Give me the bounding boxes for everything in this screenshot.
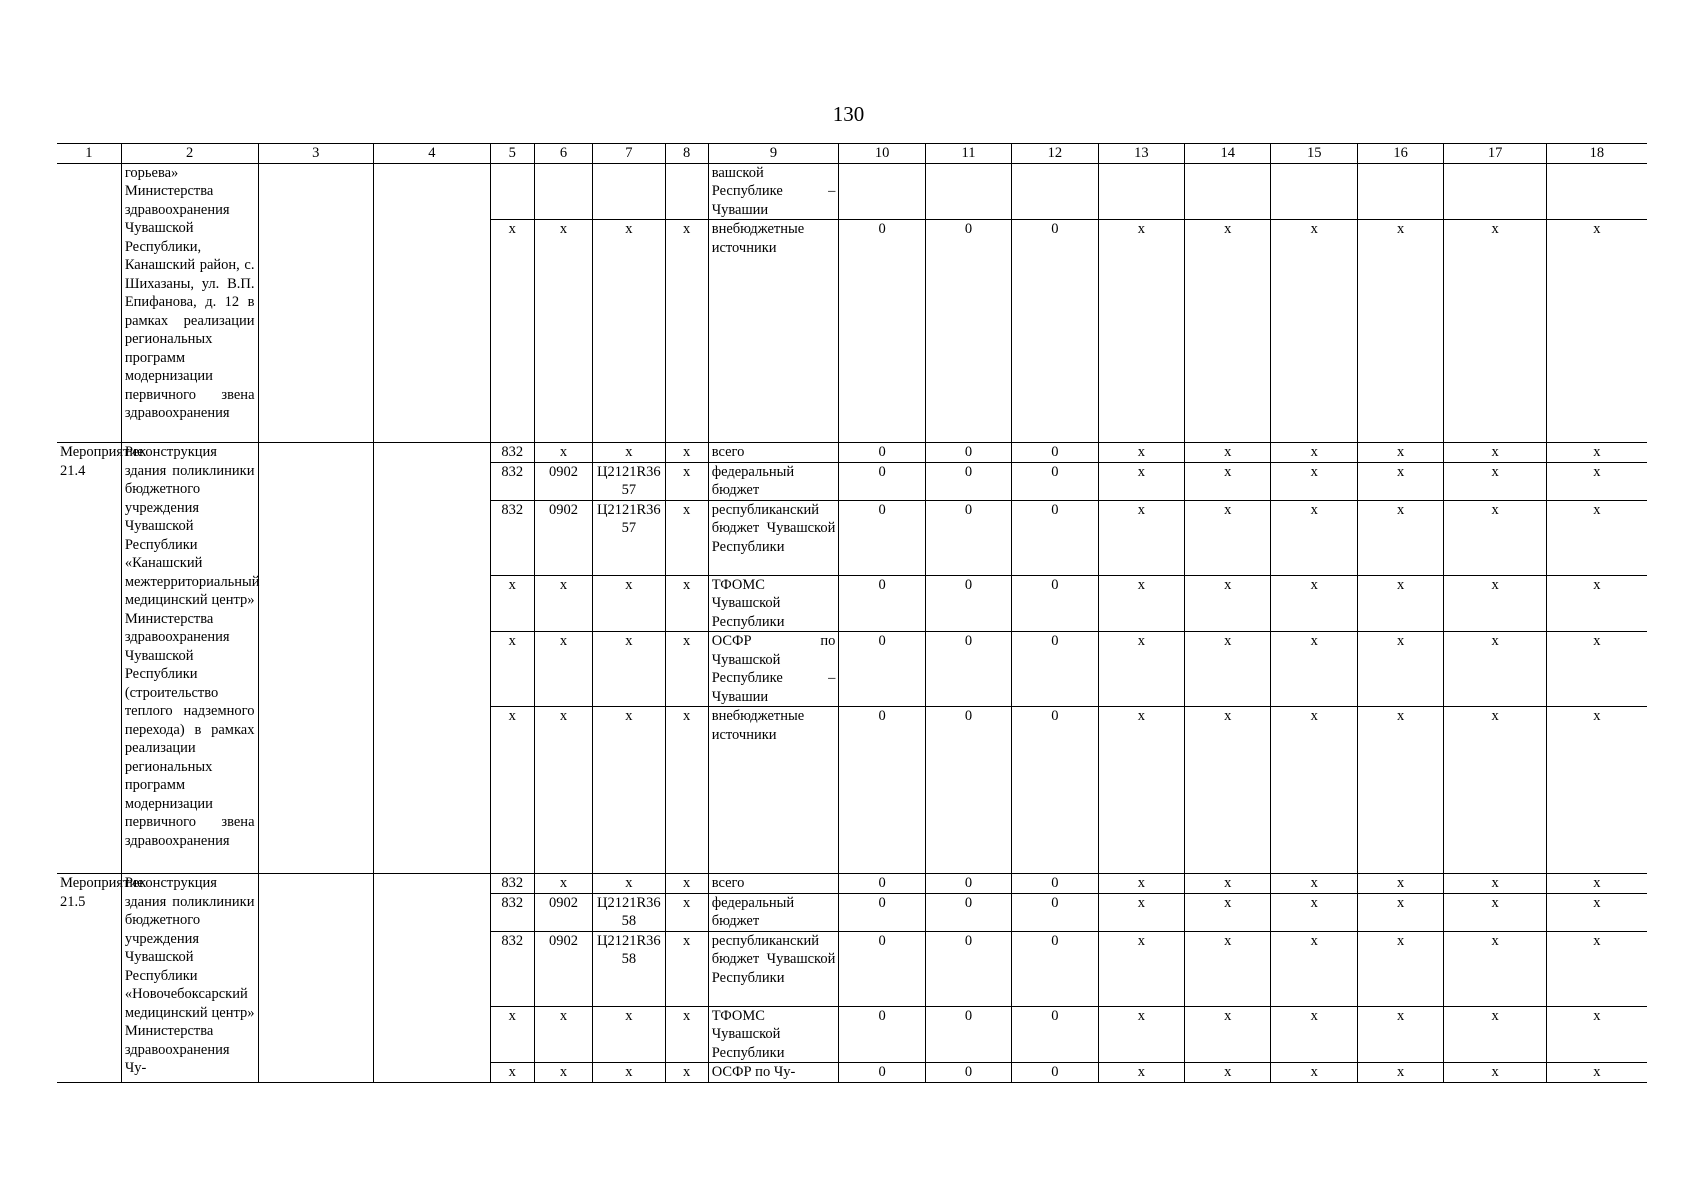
col-header-3: 3 [258,144,374,164]
responsible-cell [258,874,374,1083]
rzpr-cell: х [534,1063,592,1083]
value-cell: х [1098,220,1184,443]
value-cell: х [1444,1063,1547,1083]
value-cell: х [1444,707,1547,874]
value-cell [1185,163,1271,220]
vr-cell: х [665,874,708,894]
vr-cell: х [665,707,708,874]
value-cell: х [1271,220,1357,443]
col-header-9: 9 [708,144,839,164]
col-header-13: 13 [1098,144,1184,164]
csr-cell [593,163,665,220]
value-cell: х [1444,443,1547,463]
value-cell: х [1444,931,1547,1006]
col-header-10: 10 [839,144,925,164]
event-name-cell: Реконструкция здания поликлиники бюджетного учреждения Чувашской Республики «Новочебоксарский медицинский центр» Министерства здравоохранения Чу- [121,874,258,1083]
grbs-cell: х [490,1063,534,1083]
value-cell: х [1185,1006,1271,1063]
event-cell: Мероприятие 21.5 [57,874,121,1083]
value-cell: х [1546,893,1647,931]
vr-cell: х [665,220,708,443]
value-cell [925,163,1011,220]
value-cell: х [1098,462,1184,500]
value-cell: х [1271,575,1357,632]
grbs-cell: х [490,632,534,707]
rzpr-cell: х [534,707,592,874]
csr-cell: х [593,443,665,463]
table-row [57,163,1647,220]
funding-source-cell: всего [708,874,839,894]
value-cell: х [1444,874,1547,894]
value-cell: х [1444,1006,1547,1063]
value-cell: х [1546,575,1647,632]
value-cell: х [1357,632,1443,707]
vr-cell: х [665,500,708,575]
value-cell: 0 [839,443,925,463]
value-cell: х [1185,893,1271,931]
vr-cell: х [665,462,708,500]
col-header-15: 15 [1271,144,1357,164]
csr-cell: х [593,1063,665,1083]
col-header-14: 14 [1185,144,1271,164]
csr-cell: Ц2121R3658 [593,931,665,1006]
rzpr-cell: 0902 [534,500,592,575]
participant-cell [374,443,491,874]
value-cell: х [1098,893,1184,931]
value-cell: х [1444,500,1547,575]
value-cell: 0 [1012,1006,1098,1063]
col-header-7: 7 [593,144,665,164]
vr-cell: х [665,443,708,463]
value-cell: х [1271,443,1357,463]
value-cell: х [1357,874,1443,894]
value-cell: х [1357,707,1443,874]
value-cell: х [1098,500,1184,575]
col-header-12: 12 [1012,144,1098,164]
vr-cell [665,163,708,220]
value-cell: х [1098,443,1184,463]
value-cell: 0 [925,575,1011,632]
value-cell: х [1098,931,1184,1006]
col-header-6: 6 [534,144,592,164]
col-header-11: 11 [925,144,1011,164]
value-cell: 0 [925,931,1011,1006]
value-cell: 0 [925,220,1011,443]
value-cell: х [1185,874,1271,894]
rzpr-cell: х [534,443,592,463]
value-cell: 0 [1012,462,1098,500]
csr-cell: х [593,874,665,894]
rzpr-cell [534,163,592,220]
value-cell [1546,163,1647,220]
vr-cell: х [665,1006,708,1063]
grbs-cell: 832 [490,874,534,894]
participant-cell [374,874,491,1083]
value-cell: х [1185,707,1271,874]
event-name-cell: Реконструкция здания поликлиники бюджетного учреждения Чувашской Республики «Канашский межтерриториальный медицинский центр» Министерства здравоохранения Чувашской Республики (строительство теплого надземного перехода) в рамках реализации региональных программ модернизации первичного звена здравоохранения [121,443,258,874]
value-cell: х [1357,931,1443,1006]
rzpr-cell: х [534,874,592,894]
value-cell: х [1271,500,1357,575]
csr-cell: х [593,1006,665,1063]
funding-source-cell: федеральный бюджет [708,462,839,500]
participant-cell [374,163,491,443]
value-cell: х [1546,500,1647,575]
value-cell: 0 [839,575,925,632]
csr-cell: х [593,220,665,443]
value-cell [1444,163,1547,220]
col-header-8: 8 [665,144,708,164]
value-cell: х [1546,443,1647,463]
value-cell: х [1185,1063,1271,1083]
value-cell: 0 [925,893,1011,931]
col-header-1: 1 [57,144,121,164]
value-cell: х [1357,462,1443,500]
col-header-4: 4 [374,144,491,164]
csr-cell: х [593,575,665,632]
funding-source-cell: республиканский бюджет Чувашской Республики [708,931,839,1006]
value-cell: х [1357,500,1443,575]
vr-cell: х [665,632,708,707]
value-cell: х [1357,1006,1443,1063]
grbs-cell: 832 [490,462,534,500]
value-cell: 0 [1012,893,1098,931]
value-cell: 0 [839,1063,925,1083]
value-cell: х [1444,893,1547,931]
table-row [57,443,1647,463]
csr-cell: Ц2121R3657 [593,500,665,575]
funding-source-cell: ТФОМС Чувашской Республики [708,1006,839,1063]
csr-cell: х [593,707,665,874]
value-cell: 0 [1012,931,1098,1006]
funding-source-cell: внебюджетные источники [708,220,839,443]
value-cell: х [1546,707,1647,874]
value-cell: х [1185,500,1271,575]
value-cell: х [1098,1063,1184,1083]
value-cell: х [1357,443,1443,463]
value-cell: х [1357,575,1443,632]
responsible-cell [258,443,374,874]
rzpr-cell: 0902 [534,893,592,931]
value-cell: х [1444,632,1547,707]
grbs-cell: 832 [490,443,534,463]
value-cell: х [1098,575,1184,632]
rzpr-cell: х [534,1006,592,1063]
value-cell: х [1546,1063,1647,1083]
value-cell [839,163,925,220]
event-cell [57,163,121,443]
rzpr-cell: х [534,220,592,443]
grbs-cell: х [490,1006,534,1063]
value-cell: х [1546,931,1647,1006]
col-header-5: 5 [490,144,534,164]
col-header-16: 16 [1357,144,1443,164]
rzpr-cell: 0902 [534,931,592,1006]
value-cell: х [1546,874,1647,894]
funding-source-cell: ОСФР по Чу- [708,1063,839,1083]
value-cell: х [1271,893,1357,931]
value-cell: х [1098,707,1184,874]
grbs-cell: х [490,220,534,443]
table-row [57,874,1647,894]
responsible-cell [258,163,374,443]
vr-cell: х [665,1063,708,1083]
value-cell: 0 [925,462,1011,500]
funding-source-cell: республиканский бюджет Чувашской Республики [708,500,839,575]
value-cell: 0 [925,707,1011,874]
value-cell [1271,163,1357,220]
value-cell: х [1185,931,1271,1006]
column-number-header [57,144,1647,164]
value-cell: 0 [1012,874,1098,894]
value-cell: 0 [1012,1063,1098,1083]
rzpr-cell: х [534,575,592,632]
value-cell: х [1271,1006,1357,1063]
funding-source-cell: всего [708,443,839,463]
funding-source-cell: федеральный бюджет [708,893,839,931]
vr-cell: х [665,575,708,632]
value-cell: 0 [925,632,1011,707]
grbs-cell: х [490,575,534,632]
value-cell [1012,163,1098,220]
value-cell: х [1444,575,1547,632]
col-header-2: 2 [121,144,258,164]
value-cell: 0 [839,893,925,931]
value-cell: 0 [1012,632,1098,707]
grbs-cell: 832 [490,500,534,575]
funding-source-cell: вашской Республике – Чувашии [708,163,839,220]
page-number: 130 [832,102,865,126]
csr-cell: х [593,632,665,707]
funding-source-cell: внебюджетные источники [708,707,839,874]
value-cell: 0 [839,874,925,894]
value-cell: х [1271,462,1357,500]
event-name-cell: горьева» Министерства здравоохранения Чувашской Республики, Канашский район, с. Шихазаны, ул. В.П. Епифанова, д. 12 в рамках реализации региональных программ модернизации первичного звена здравоохранения [121,163,258,443]
value-cell: х [1357,220,1443,443]
value-cell: х [1185,220,1271,443]
event-cell: Мероприятие 21.4 [57,443,121,874]
value-cell: 0 [925,443,1011,463]
value-cell: 0 [1012,220,1098,443]
value-cell: 0 [839,500,925,575]
value-cell: 0 [839,220,925,443]
value-cell: х [1185,575,1271,632]
value-cell: х [1185,462,1271,500]
col-header-18: 18 [1546,144,1647,164]
value-cell: х [1098,1006,1184,1063]
value-cell [1357,163,1443,220]
value-cell: 0 [1012,443,1098,463]
budget-table [57,143,1647,1083]
value-cell: х [1546,462,1647,500]
value-cell: х [1271,874,1357,894]
value-cell: 0 [925,1006,1011,1063]
value-cell: х [1098,632,1184,707]
value-cell [1098,163,1184,220]
value-cell: х [1098,874,1184,894]
csr-cell: Ц2121R3658 [593,893,665,931]
value-cell: 0 [1012,575,1098,632]
value-cell: 0 [839,632,925,707]
grbs-cell: 832 [490,931,534,1006]
value-cell: х [1185,443,1271,463]
grbs-cell: х [490,707,534,874]
value-cell: 0 [925,1063,1011,1083]
csr-cell: Ц2121R3657 [593,462,665,500]
funding-source-cell: ОСФР по Чувашской Республике – Чувашии [708,632,839,707]
vr-cell: х [665,893,708,931]
value-cell: 0 [925,500,1011,575]
value-cell: х [1444,462,1547,500]
value-cell: х [1271,931,1357,1006]
rzpr-cell: 0902 [534,462,592,500]
value-cell: х [1271,1063,1357,1083]
value-cell: х [1271,632,1357,707]
value-cell: х [1185,632,1271,707]
col-header-17: 17 [1444,144,1547,164]
value-cell: х [1357,893,1443,931]
value-cell: 0 [1012,500,1098,575]
value-cell: 0 [925,874,1011,894]
value-cell: 0 [839,1006,925,1063]
value-cell: х [1546,632,1647,707]
value-cell: х [1271,707,1357,874]
value-cell: х [1444,220,1547,443]
rzpr-cell: х [534,632,592,707]
grbs-cell: 832 [490,893,534,931]
value-cell: 0 [839,931,925,1006]
value-cell: 0 [1012,707,1098,874]
value-cell: 0 [839,707,925,874]
vr-cell: х [665,931,708,1006]
value-cell: х [1546,1006,1647,1063]
value-cell: х [1546,220,1647,443]
value-cell: х [1357,1063,1443,1083]
funding-source-cell: ТФОМС Чувашской Республики [708,575,839,632]
grbs-cell [490,163,534,220]
value-cell: 0 [839,462,925,500]
